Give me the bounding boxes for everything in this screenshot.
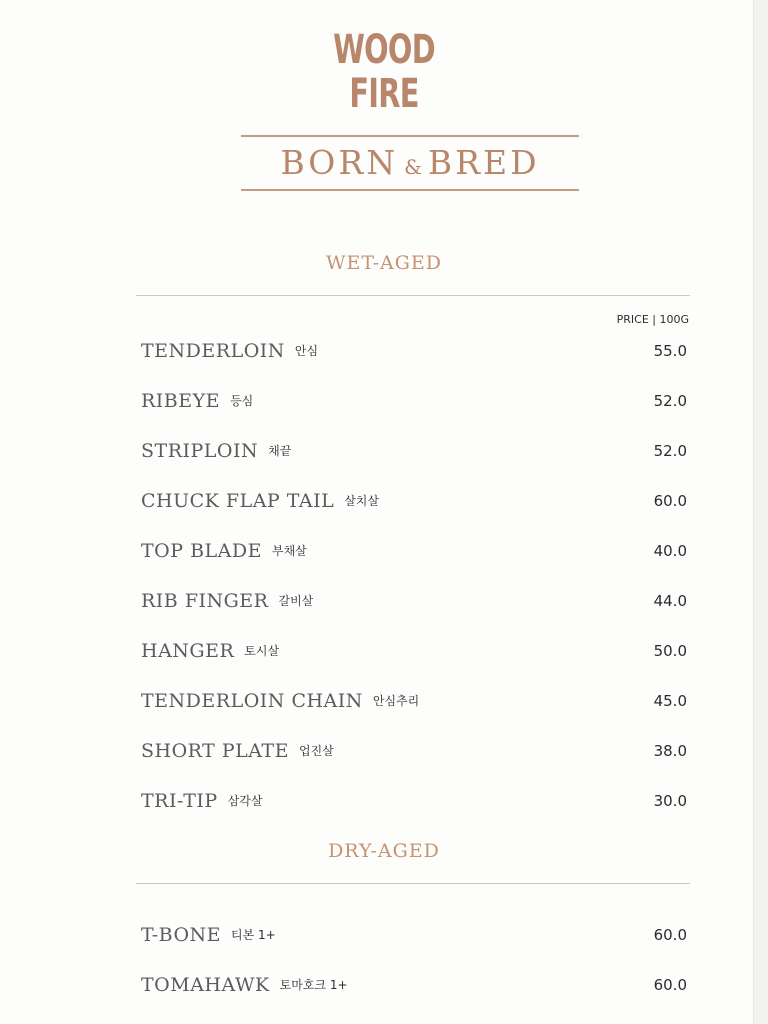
item-name: STRIPLOIN — [141, 440, 259, 462]
menu-item — [141, 737, 687, 765]
menu-item — [141, 437, 687, 465]
section-divider — [136, 883, 690, 884]
wood-fire-logo — [0, 28, 768, 116]
item-korean-name: 토마호크 1+ — [279, 978, 348, 992]
item-korean-name: 살치살 — [344, 494, 379, 508]
item-korean-name: 부채살 — [271, 544, 307, 558]
price-column-header: PRICE | 100G — [616, 313, 689, 326]
item-name: RIB FINGER — [141, 590, 269, 612]
brand-word-1: BORN — [280, 143, 399, 182]
item-name: TRI-TIP — [141, 790, 218, 812]
item-name: TENDERLOIN — [141, 340, 285, 362]
item-price: 38.0 — [653, 742, 687, 760]
section-divider — [136, 295, 690, 296]
item-korean-name: 채끝 — [268, 444, 292, 458]
item-korean-name: 안심 — [294, 344, 319, 358]
logo-line-2: FIRE — [349, 71, 419, 117]
item-korean-name: 업진살 — [298, 744, 334, 758]
menu-item — [141, 487, 687, 515]
item-korean-name: 티본 1+ — [231, 928, 276, 942]
page-edge — [753, 0, 768, 1024]
born-and-bred-banner — [241, 135, 579, 191]
item-price: 44.0 — [653, 592, 687, 610]
item-korean-name: 안심추리 — [372, 694, 420, 708]
item-price: 52.0 — [653, 442, 687, 460]
item-name: TOP BLADE — [141, 540, 262, 562]
item-korean-name: 갈비살 — [278, 594, 314, 608]
menu-item — [141, 971, 687, 999]
item-price: 45.0 — [653, 692, 687, 710]
item-name: SHORT PLATE — [141, 740, 289, 762]
item-korean-name: 등심 — [230, 394, 254, 408]
menu-item — [141, 587, 687, 615]
brand-word-2: BRED — [427, 143, 540, 182]
item-price: 55.0 — [653, 342, 687, 360]
menu-item — [141, 921, 687, 949]
item-name: HANGER — [141, 640, 235, 662]
item-price: 60.0 — [653, 976, 687, 994]
item-price: 40.0 — [653, 542, 687, 560]
section-title-wet-aged: WET-AGED — [325, 252, 443, 274]
menu-item — [141, 637, 687, 665]
logo-line-1: WOOD — [333, 27, 435, 73]
item-price: 52.0 — [653, 392, 687, 410]
item-name: TENDERLOIN CHAIN — [141, 690, 363, 712]
item-korean-name: 토시살 — [244, 644, 280, 658]
menu-item — [141, 337, 687, 365]
menu-item — [141, 687, 687, 715]
menu-item — [141, 387, 687, 415]
brand-ampersand: & — [404, 155, 422, 179]
item-price: 50.0 — [653, 642, 687, 660]
item-name: CHUCK FLAP TAIL — [141, 490, 335, 512]
item-name: TOMAHAWK — [141, 974, 270, 996]
item-price: 60.0 — [653, 926, 687, 944]
section-title-dry-aged: DRY-AGED — [328, 840, 440, 862]
item-price: 30.0 — [653, 792, 687, 810]
item-name: RIBEYE — [141, 390, 221, 412]
item-name: T-BONE — [141, 924, 222, 946]
menu-item — [141, 537, 687, 565]
menu-item — [141, 787, 687, 815]
item-korean-name: 삼각살 — [227, 794, 263, 808]
item-price: 60.0 — [653, 492, 687, 510]
